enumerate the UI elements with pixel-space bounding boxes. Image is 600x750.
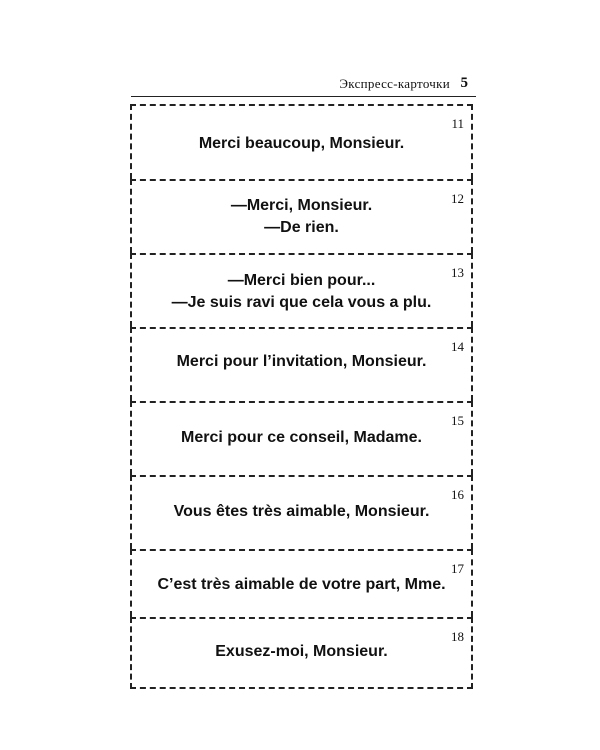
card-number: 16 [451, 487, 464, 502]
card-number: 15 [451, 413, 464, 428]
card-text [132, 195, 471, 239]
flashcard [130, 253, 473, 327]
flashcard [130, 475, 473, 549]
flashcard [130, 327, 473, 401]
flashcard [130, 617, 473, 689]
card-line: Exusez-moi, Monsieur. [215, 643, 388, 660]
card-text [132, 270, 471, 314]
card-text [132, 351, 471, 373]
flashcard-list [130, 104, 476, 689]
flashcard [130, 401, 473, 475]
flashcard [130, 104, 473, 179]
card-line: —Merci bien pour... [227, 272, 376, 289]
card-text [132, 641, 471, 663]
card-text [132, 574, 471, 596]
card-line: —Je suis ravi que cela vous a plu. [171, 294, 432, 311]
card-line: C’est très aimable de votre part, Mme. [157, 576, 446, 593]
page-number: 5 [460, 75, 468, 91]
card-text [132, 133, 471, 155]
running-title: Экспресс-карточки [339, 76, 450, 91]
card-number: 17 [451, 561, 464, 576]
flashcard [130, 179, 473, 253]
flashcard [130, 549, 473, 617]
card-number: 14 [451, 339, 464, 354]
card-number: 13 [451, 265, 464, 280]
card-number: 18 [451, 629, 464, 644]
card-number: 12 [451, 191, 464, 206]
card-line: —Merci, Monsieur. [230, 197, 373, 214]
card-line: Merci beaucoup, Monsieur. [198, 135, 405, 152]
card-text [132, 501, 471, 523]
card-line: Vous êtes très aimable, Monsieur. [173, 503, 430, 520]
card-text [132, 427, 471, 449]
page-header [131, 76, 476, 97]
card-line: —De rien. [264, 219, 339, 236]
card-line: Merci pour l’invitation, Monsieur. [176, 353, 427, 370]
card-number: 11 [451, 116, 464, 131]
card-line: Merci pour ce conseil, Madame. [181, 429, 422, 446]
